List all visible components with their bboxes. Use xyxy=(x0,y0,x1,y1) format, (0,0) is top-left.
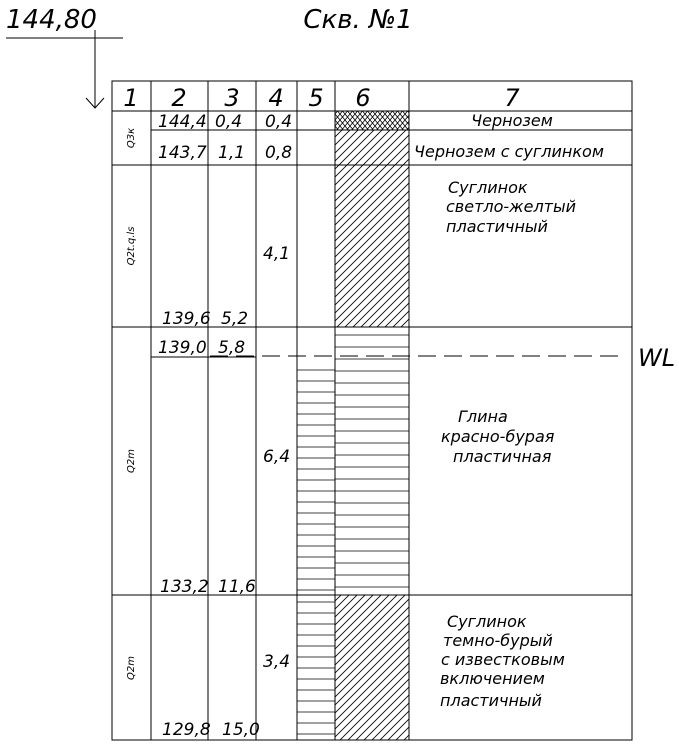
description-line: пластичная xyxy=(453,447,552,466)
lithology-column xyxy=(335,111,409,740)
depth-bottom-4: 11,6 xyxy=(218,577,256,597)
depth-bottom-3: 5,2 xyxy=(221,309,249,329)
age-label: Q2m xyxy=(126,449,137,473)
column-header: 4 xyxy=(268,84,284,112)
age-label: Q2m xyxy=(126,656,137,680)
thickness-4: 6,4 xyxy=(263,447,291,467)
lith-loam-3 xyxy=(335,595,409,740)
thickness-1: 0,4 xyxy=(265,112,293,132)
age-label: Q3к xyxy=(126,127,137,149)
depth-bottom-5: 15,0 xyxy=(222,720,260,740)
lith-loam-2 xyxy=(335,165,409,327)
lith-loam-1 xyxy=(335,130,409,165)
column-header: 7 xyxy=(504,84,520,112)
description-line: светло-желтый xyxy=(446,197,577,216)
borehole-title: Скв. №1 xyxy=(303,5,413,35)
description-line: красно-бурая xyxy=(441,427,555,446)
depth-top-2: 1,1 xyxy=(218,143,246,163)
description-line: с известковым xyxy=(441,650,565,669)
elev-top-1: 144,4 xyxy=(158,112,207,132)
elev-bottom-3: 139,6 xyxy=(162,309,211,329)
description-line: пластичный xyxy=(440,691,542,710)
description-line: Глина xyxy=(458,407,508,426)
water-level-label: WL xyxy=(638,344,676,372)
thickness-3: 4,1 xyxy=(263,244,291,264)
depth-top-1: 0,4 xyxy=(215,112,243,132)
description-line: темно-бурый xyxy=(443,631,553,650)
description-line: пластичный xyxy=(446,217,548,236)
description-line: Суглинок xyxy=(448,178,528,197)
age-label: Q2t.q.ls xyxy=(126,226,137,266)
description-line: Чернозем xyxy=(471,111,553,130)
elev-bottom-5: 129,8 xyxy=(162,720,211,740)
column-headers xyxy=(123,84,520,112)
elev-top-2: 143,7 xyxy=(158,143,207,163)
depth-top-4: 5,8 xyxy=(218,338,246,358)
thickness-2: 0,8 xyxy=(265,143,293,163)
elev-bottom-4: 133,2 xyxy=(160,577,209,597)
column-header: 3 xyxy=(224,84,240,112)
column-header: 6 xyxy=(355,84,371,112)
elev-top-4: 139,0 xyxy=(158,338,207,358)
column-header: 1 xyxy=(123,84,139,112)
elevation-marker xyxy=(6,5,123,108)
column-header: 5 xyxy=(308,84,324,112)
col5-clay-lines xyxy=(297,370,335,734)
lith-soil xyxy=(335,111,409,130)
lith-clay xyxy=(335,335,409,587)
thickness-5: 3,4 xyxy=(263,652,291,672)
elevation-label: 144,80 xyxy=(6,5,97,35)
column-header: 2 xyxy=(171,84,187,112)
description-line: включением xyxy=(440,669,545,688)
description-line: Суглинок xyxy=(447,612,527,631)
description-line: Чернозем с суглинком xyxy=(414,142,604,161)
